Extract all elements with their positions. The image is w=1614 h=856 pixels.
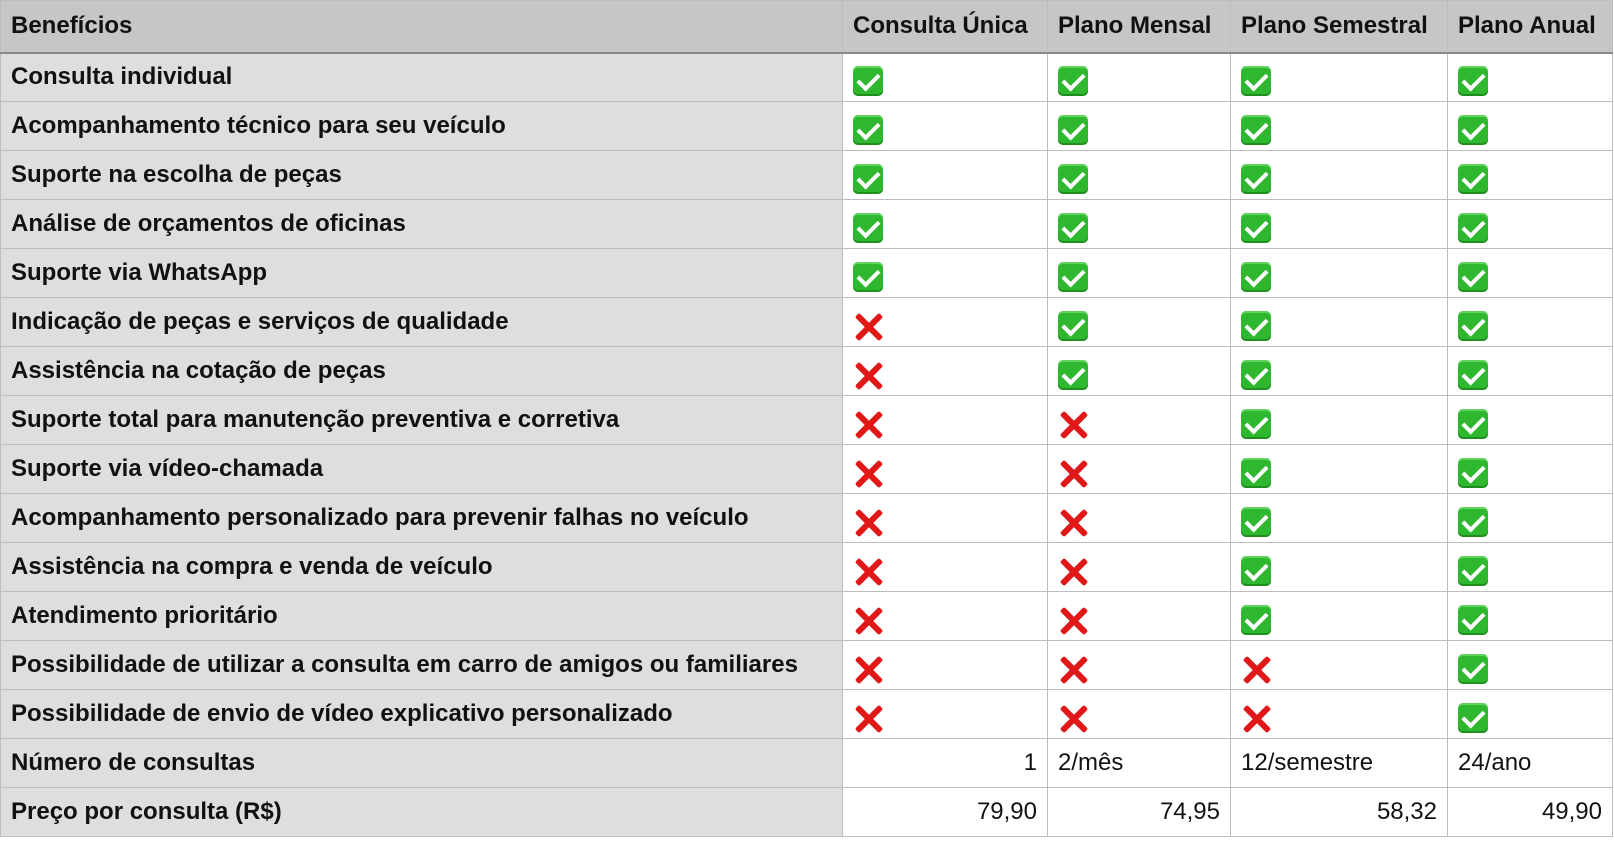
plan-cell: [1048, 445, 1231, 494]
row-label: Suporte total para manutenção preventiva e corretiva: [1, 396, 843, 445]
cross-icon: [853, 654, 883, 684]
plan-cell: [843, 592, 1048, 641]
table-row: [1, 102, 1613, 151]
plan-cell: [1231, 53, 1448, 102]
check-icon: [1458, 213, 1488, 243]
plan-cell: [1048, 200, 1231, 249]
plan-cell: [843, 298, 1048, 347]
check-icon: [1241, 360, 1271, 390]
check-icon: [1241, 311, 1271, 341]
row-label: Indicação de peças e serviços de qualidade: [1, 298, 843, 347]
check-icon: [1458, 262, 1488, 292]
check-icon: [1058, 164, 1088, 194]
plan-cell: [1448, 690, 1613, 739]
check-icon: [1458, 66, 1488, 96]
table-row: [1, 788, 1613, 837]
row-label: Assistência na compra e venda de veículo: [1, 543, 843, 592]
check-icon: [1458, 311, 1488, 341]
row-label: Consulta individual: [1, 53, 843, 102]
check-icon: [1458, 507, 1488, 537]
header-plano-semestral: Plano Semestral: [1231, 1, 1448, 53]
plan-cell: [1048, 641, 1231, 690]
check-icon: [853, 66, 883, 96]
check-icon: [1058, 66, 1088, 96]
plan-cell: [1448, 249, 1613, 298]
table-row: [1, 445, 1613, 494]
value-cell: 49,90: [1448, 788, 1613, 837]
plan-cell: [1048, 494, 1231, 543]
check-icon: [1458, 556, 1488, 586]
cross-icon: [1058, 458, 1088, 488]
plan-cell: [1231, 249, 1448, 298]
check-icon: [1241, 66, 1271, 96]
plan-cell: [1448, 445, 1613, 494]
value-cell: 74,95: [1048, 788, 1231, 837]
value-cell: 2/mês: [1048, 739, 1231, 788]
table-row: [1, 298, 1613, 347]
plan-cell: [1231, 200, 1448, 249]
check-icon: [1458, 654, 1488, 684]
table-row: [1, 543, 1613, 592]
check-icon: [1241, 262, 1271, 292]
plan-cell: [1048, 690, 1231, 739]
check-icon: [1458, 605, 1488, 635]
cross-icon: [853, 703, 883, 733]
check-icon: [1458, 458, 1488, 488]
plan-cell: [1048, 347, 1231, 396]
plan-cell: [1231, 543, 1448, 592]
table-row: [1, 592, 1613, 641]
check-icon: [1058, 115, 1088, 145]
value-cell: 79,90: [843, 788, 1048, 837]
header-plano-mensal: Plano Mensal: [1048, 1, 1231, 53]
value-cell: 1: [843, 739, 1048, 788]
cross-icon: [1058, 507, 1088, 537]
row-label: Acompanhamento técnico para seu veículo: [1, 102, 843, 151]
table-row: [1, 641, 1613, 690]
cross-icon: [853, 556, 883, 586]
plan-cell: [1448, 396, 1613, 445]
plan-cell: [843, 151, 1048, 200]
header-consulta-unica: Consulta Única: [843, 1, 1048, 53]
cross-icon: [1058, 654, 1088, 684]
row-label: Análise de orçamentos de oficinas: [1, 200, 843, 249]
row-label: Número de consultas: [1, 739, 843, 788]
row-label: Suporte via vídeo-chamada: [1, 445, 843, 494]
plan-cell: [1048, 543, 1231, 592]
plan-cell: [843, 690, 1048, 739]
check-icon: [1458, 164, 1488, 194]
plan-cell: [1231, 396, 1448, 445]
plan-cell: [843, 200, 1048, 249]
plan-cell: [1448, 543, 1613, 592]
plan-cell: [843, 641, 1048, 690]
check-icon: [853, 213, 883, 243]
check-icon: [853, 115, 883, 145]
row-label: Acompanhamento personalizado para prevenir falhas no veículo: [1, 494, 843, 543]
table-header: [1, 1, 1613, 53]
cross-icon: [1058, 703, 1088, 733]
table-row: [1, 151, 1613, 200]
table-body: [1, 53, 1613, 837]
check-icon: [1241, 458, 1271, 488]
plan-cell: [843, 445, 1048, 494]
check-icon: [1058, 360, 1088, 390]
plan-cell: [843, 494, 1048, 543]
plan-cell: [1448, 494, 1613, 543]
row-label: Atendimento prioritário: [1, 592, 843, 641]
value-cell: 12/semestre: [1231, 739, 1448, 788]
plan-cell: [1231, 102, 1448, 151]
row-label: Possibilidade de envio de vídeo explicativo personalizado: [1, 690, 843, 739]
table-row: [1, 494, 1613, 543]
plan-cell: [1048, 102, 1231, 151]
check-icon: [1458, 115, 1488, 145]
plan-cell: [1048, 298, 1231, 347]
value-cell: 58,32: [1231, 788, 1448, 837]
plan-cell: [843, 102, 1048, 151]
plan-cell: [1231, 445, 1448, 494]
plan-cell: [843, 396, 1048, 445]
cross-icon: [853, 458, 883, 488]
plan-cell: [843, 249, 1048, 298]
check-icon: [1241, 605, 1271, 635]
plan-cell: [1231, 592, 1448, 641]
row-label: Possibilidade de utilizar a consulta em carro de amigos ou familiares: [1, 641, 843, 690]
plan-cell: [1048, 151, 1231, 200]
check-icon: [1241, 115, 1271, 145]
check-icon: [1458, 409, 1488, 439]
plan-cell: [1448, 641, 1613, 690]
check-icon: [1458, 360, 1488, 390]
plan-cell: [1231, 641, 1448, 690]
cross-icon: [1058, 605, 1088, 635]
cross-icon: [853, 605, 883, 635]
plan-cell: [843, 53, 1048, 102]
check-icon: [1058, 311, 1088, 341]
check-icon: [1241, 213, 1271, 243]
plan-cell: [843, 543, 1048, 592]
check-icon: [1058, 262, 1088, 292]
plan-cell: [1448, 347, 1613, 396]
table-row: [1, 396, 1613, 445]
plan-cell: [1448, 151, 1613, 200]
cross-icon: [853, 409, 883, 439]
cross-icon: [1241, 703, 1271, 733]
row-label: Suporte na escolha de peças: [1, 151, 843, 200]
plan-cell: [1231, 347, 1448, 396]
check-icon: [1458, 703, 1488, 733]
cross-icon: [1241, 654, 1271, 684]
check-icon: [1241, 409, 1271, 439]
plan-cell: [1448, 298, 1613, 347]
plan-cell: [1448, 102, 1613, 151]
check-icon: [1241, 556, 1271, 586]
cross-icon: [853, 507, 883, 537]
table-row: [1, 53, 1613, 102]
table-row: [1, 739, 1613, 788]
plan-cell: [1231, 690, 1448, 739]
cross-icon: [853, 360, 883, 390]
row-label: Preço por consulta (R$): [1, 788, 843, 837]
cross-icon: [1058, 556, 1088, 586]
check-icon: [853, 262, 883, 292]
table-row: [1, 200, 1613, 249]
header-beneficios: Benefícios: [1, 1, 843, 53]
plan-cell: [1231, 494, 1448, 543]
cross-icon: [853, 311, 883, 341]
table-row: [1, 249, 1613, 298]
table-row: [1, 690, 1613, 739]
check-icon: [1058, 213, 1088, 243]
check-icon: [1241, 507, 1271, 537]
table-row: [1, 347, 1613, 396]
row-label: Suporte via WhatsApp: [1, 249, 843, 298]
plan-cell: [1231, 298, 1448, 347]
cross-icon: [1058, 409, 1088, 439]
check-icon: [1241, 164, 1271, 194]
plan-cell: [1048, 249, 1231, 298]
plan-cell: [1048, 396, 1231, 445]
check-icon: [853, 164, 883, 194]
plan-cell: [1048, 592, 1231, 641]
plan-cell: [1048, 53, 1231, 102]
plan-cell: [1448, 592, 1613, 641]
plan-cell: [1448, 53, 1613, 102]
plan-cell: [1231, 151, 1448, 200]
plan-cell: [1448, 200, 1613, 249]
row-label: Assistência na cotação de peças: [1, 347, 843, 396]
value-cell: 24/ano: [1448, 739, 1613, 788]
header-row: [1, 1, 1613, 53]
plan-cell: [843, 347, 1048, 396]
header-plano-anual: Plano Anual: [1448, 1, 1613, 53]
